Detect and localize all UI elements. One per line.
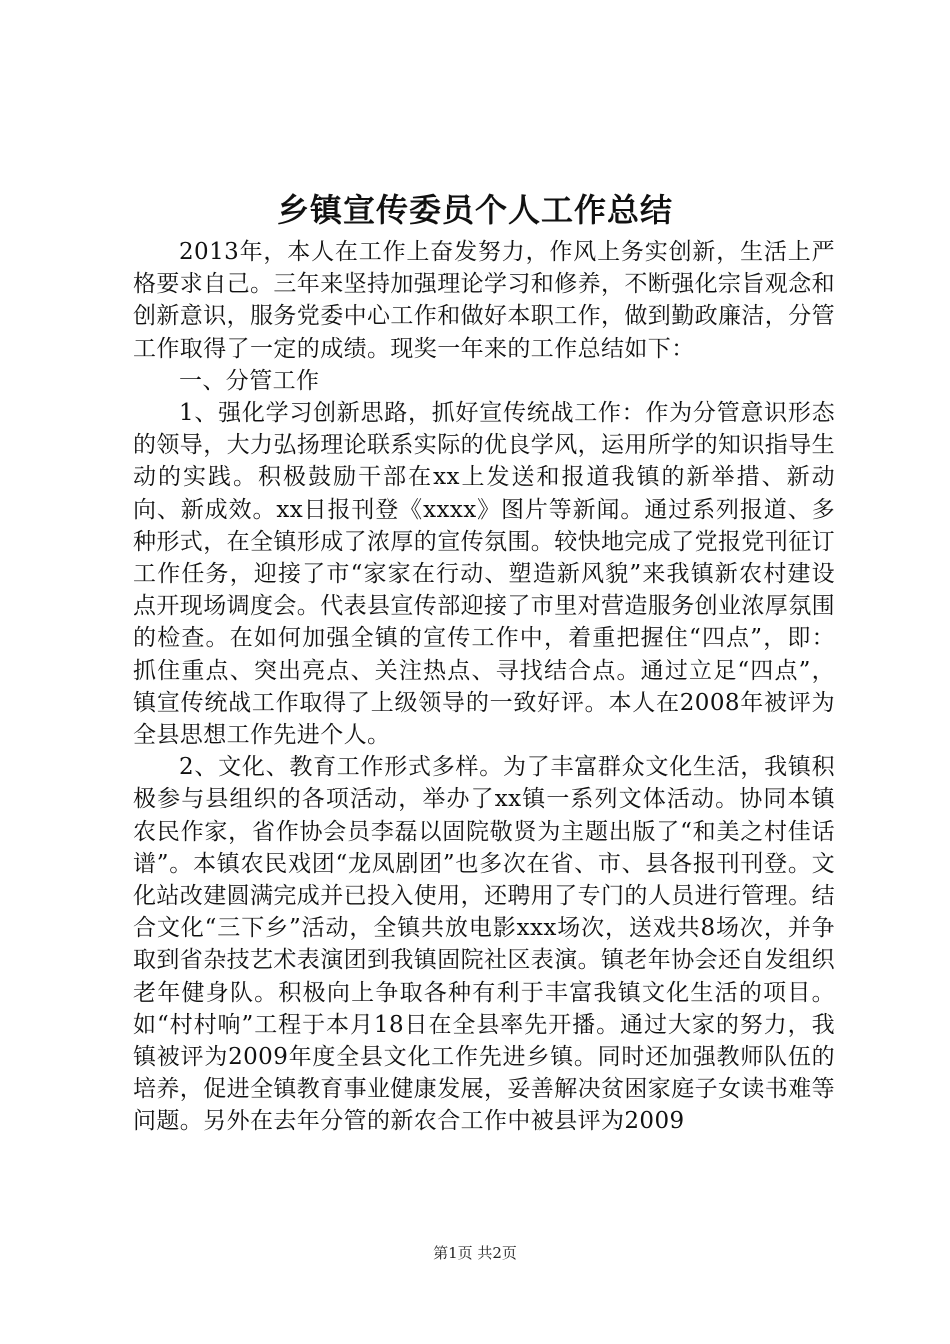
document-body xyxy=(133,236,835,1138)
page-footer: 第1页 共2页 xyxy=(433,1244,517,1262)
document-title: 乡镇宣传委员个人工作总结 xyxy=(276,191,673,229)
paragraph-publicity-work: 1、强化学习创新思路，抓好宣传统战工作：作为分管意识形态的领导，大力弘扬理论联系实际的优良学风，运用所学的知识指导生动的实践。积极鼓励干部在xx上发送和报道我镇的新举措、新动向、新成效。xx日报刊登《xxxx》图片等新闻。通过系列报道、多种形式，在全镇形成了浓厚的宣传氛围。较快地完成了党报党刊征订工作任务，迎接了市“家家在行动、塑造新风貌”来我镇新农村建设点开现场调度会。代表县宣传部迎接了市里对营造服务创业浓厚氛围的检查。在如何加强全镇的宣传工作中，着重把握住“四点”，即：抓住重点、突出亮点、关注热点、寻找结合点。通过立足“四点”，镇宣传统战工作取得了上级领导的一致好评。本人在2008年被评为全县思想工作先进个人。 xyxy=(133,400,835,749)
section-heading: 一、分管工作 xyxy=(179,367,320,394)
paragraph-culture-education: 2、文化、教育工作形式多样。为了丰富群众文化生活，我镇积极参与县组织的各项活动，举办了xx镇一系列文体活动。协同本镇农民作家，省作协会员李磊以固院敬贤为主题出版了“和美之村佳话谱”。本镇农民戏团“龙凤剧团”也多次在省、市、县各报刊刊登。文化站改建圆满完成并已投入使用，还聘用了专门的人员进行管理。结合文化“三下乡”活动，全镇共放电影xxx场次，送戏共8场次，并争取到省杂技艺术表演团到我镇固院社区表演。镇老年协会还自发组织老年健身队。积极向上争取各种有利于丰富我镇文化生活的项目。如“村村响”工程于本月18日在全县率先开播。通过大家的努力，我镇被评为2009年度全县文化工作先进乡镇。同时还加强教师队伍的培养，促进全镇教育事业健康发展，妥善解决贫困家庭子女读书难等问题。另外在去年分管的新农合工作中被县评为2009 xyxy=(133,754,835,1135)
paragraph-intro: 2013年，本人在工作上奋发努力，作风上务实创新，生活上严格要求自己。三年来坚持加强理论学习和修养，不断强化宗旨观念和创新意识，服务党委中心工作和做好本职工作，做到勤政廉洁，分管工作取得了一定的成绩。现奖一年来的工作总结如下： xyxy=(133,239,835,362)
